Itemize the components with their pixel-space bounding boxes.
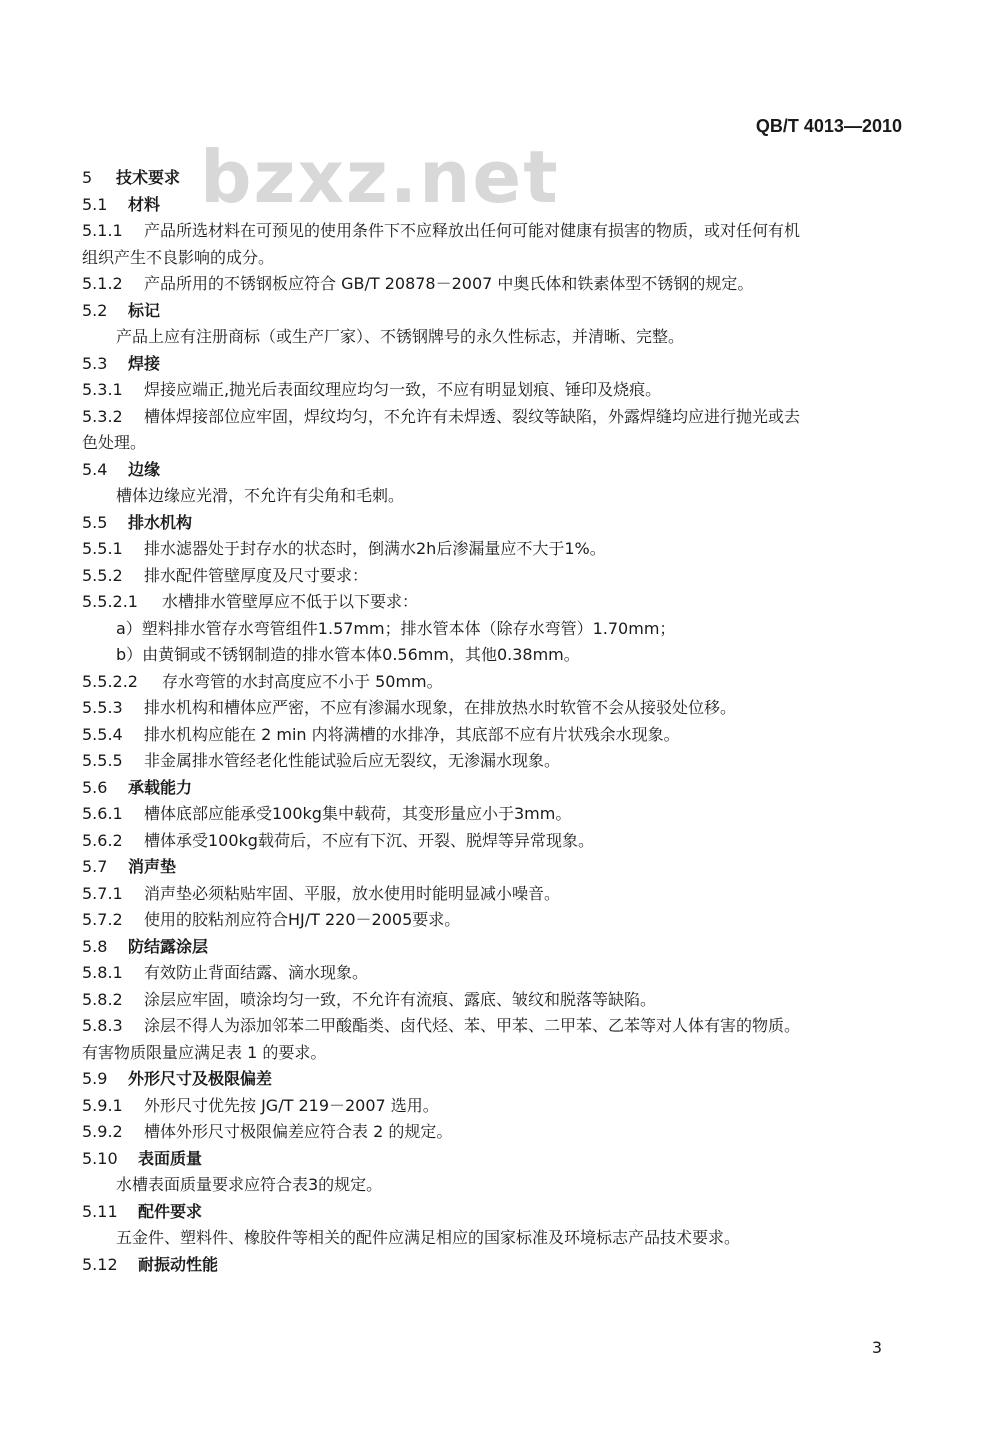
paragraph-line (82, 563, 904, 590)
paragraph-line (82, 271, 904, 298)
heading-text: 标记 (128, 300, 161, 320)
clause-number: 5.7 (82, 857, 108, 876)
heading-text: 承载能力 (128, 777, 193, 797)
section-heading (82, 1252, 904, 1279)
paragraph-line (82, 377, 904, 404)
line-text: 槽体承受100kg载荷后，不应有下沉、开裂、脱焊等异常现象。 (144, 830, 594, 850)
paragraph-line (82, 616, 904, 643)
heading-text: 配件要求 (138, 1201, 203, 1221)
paragraph-line (82, 642, 904, 669)
line-text: 排水配件管壁厚度及尺寸要求： (144, 565, 369, 585)
standard-code: QB/T 4013—2010 (755, 116, 902, 136)
line-text: 排水机构和槽体应严密，不应有渗漏水现象，在排放热水时软管不会从接驳处位移。 (144, 698, 737, 717)
paragraph-line (82, 722, 904, 749)
heading-text: 技术要求 (116, 168, 181, 187)
clause-number: 5.5 (82, 512, 108, 532)
line-text: 使用的胶粘剂应符合HJ/T 220－2005要求。 (144, 910, 461, 929)
line-text: 排水机构应能在 2 min 内将满槽的水排净，其底部不应有片状残余水现象。 (144, 724, 680, 744)
section-heading (82, 351, 904, 378)
clause-number: 5.3 (82, 353, 108, 373)
line-text: 产品所选材料在可预见的使用条件下不应释放出任何可能对健康有损害的物质，或对任何有机 (144, 221, 801, 240)
clause-number: 5.10 (82, 1148, 118, 1168)
paragraph-line (82, 881, 904, 908)
line-text: 槽体底部应能承受100kg集中载荷，其变形量应小于3mm。 (144, 804, 572, 823)
line-text: 产品所用的不锈钢板应符合 GB/T 20878－2007 中奥氏体和铁素体型不锈钢的规定。 (144, 274, 754, 293)
line-text: b）由黄铜或不锈钢制造的排水管本体0.56mm，其他0.38mm。 (116, 645, 580, 664)
heading-text: 材料 (128, 194, 161, 214)
clause-number: 5.11 (82, 1201, 118, 1221)
paragraph-line (82, 589, 904, 616)
section-heading (82, 854, 904, 881)
line-text: 涂层应牢固，喷涂均匀一致，不允许有流痕、露底、皱纹和脱落等缺陷。 (144, 989, 657, 1009)
page-number: 3 (871, 1338, 882, 1357)
line-text: 消声垫必须粘贴牢固、平服，放水使用时能明显减小噪音。 (144, 883, 561, 903)
clause-number: 5.5.1 (82, 539, 123, 558)
clause-number: 5.8.3 (82, 1016, 123, 1035)
paragraph-line (82, 1119, 904, 1146)
clause-number: 5.5.2.1 (82, 592, 138, 611)
section-heading (82, 298, 904, 325)
clause-number: 5.2 (82, 300, 108, 320)
clause-number: 5.1 (82, 194, 108, 214)
section-heading (82, 192, 904, 219)
paragraph-line (82, 1040, 904, 1067)
clause-number: 5.6.2 (82, 830, 123, 850)
line-text: 外形尺寸优先按 JG/T 219－2007 选用。 (144, 1095, 439, 1115)
clause-number: 5.5.3 (82, 698, 123, 717)
paragraph-line (82, 801, 904, 828)
clause-number: 5.8 (82, 936, 108, 956)
clause-number: 5.9 (82, 1069, 108, 1088)
paragraph-line (82, 1013, 904, 1040)
section-heading (82, 1146, 904, 1173)
clause-number: 5.5.2 (82, 565, 123, 585)
line-text: 槽体边缘应光滑，不允许有尖角和毛刺。 (116, 486, 405, 505)
section-heading (82, 775, 904, 802)
paragraph-line (82, 218, 904, 245)
section-heading (82, 510, 904, 537)
line-text: 排水滤器处于封存水的状态时，倒满水2h后渗漏量应不大于1%。 (144, 539, 606, 558)
line-text: 涂层不得人为添加邻苯二甲酸酯类、卤代烃、苯、甲苯、二甲苯、乙苯等对人体有害的物质。 (144, 1016, 801, 1035)
line-text: 存水弯管的水封高度应不小于 50mm。 (162, 671, 443, 691)
line-text: 有害物质限量应满足表 1 的要求。 (82, 1042, 327, 1062)
line-text: a）塑料排水管存水弯管组件1.57mm；排水管本体（除存水弯管）1.70mm； (116, 618, 676, 638)
line-text: 色处理。 (82, 433, 147, 452)
line-text: 非金属排水管经老化性能试验后应无裂纹，无渗漏水现象。 (144, 751, 561, 770)
clause-number: 5.7.1 (82, 883, 123, 903)
paragraph-line (82, 907, 904, 934)
paragraph-line (82, 430, 904, 457)
heading-text: 焊接 (128, 353, 161, 373)
line-text: 水槽表面质量要求应符合表3的规定。 (116, 1175, 383, 1194)
paragraph-line (82, 1225, 904, 1252)
line-text: 槽体外形尺寸极限偏差应符合表 2 的规定。 (144, 1122, 453, 1141)
line-text: 水槽排水管壁厚应不低于以下要求： (162, 592, 419, 611)
clause-number: 5.3.2 (82, 406, 123, 426)
paragraph-line (82, 960, 904, 987)
paragraph-line (82, 1172, 904, 1199)
paragraph-line (82, 536, 904, 563)
clause-number: 5.1.2 (82, 274, 123, 293)
paragraph-line (82, 828, 904, 855)
heading-text: 消声垫 (128, 857, 177, 876)
heading-text: 外形尺寸及极限偏差 (128, 1069, 273, 1088)
clause-number: 5.5.4 (82, 724, 123, 744)
heading-text: 排水机构 (128, 512, 193, 532)
section-heading (82, 457, 904, 484)
heading-text: 耐振动性能 (138, 1254, 219, 1274)
clause-number: 5.6.1 (82, 804, 123, 823)
paragraph-line (82, 483, 904, 510)
heading-text: 防结露涂层 (128, 936, 209, 956)
clause-number: 5.12 (82, 1254, 118, 1274)
clause-number: 5.8.2 (82, 989, 123, 1009)
clause-number: 5.3.1 (82, 380, 123, 399)
paragraph-line (82, 404, 904, 431)
line-text: 产品上应有注册商标（或生产厂家）、不锈钢牌号的永久性标志，并清晰、完整。 (116, 327, 685, 346)
line-text: 有效防止背面结露、滴水现象。 (144, 963, 369, 982)
watermark: bzxz.net (200, 135, 560, 219)
paragraph-line (82, 695, 904, 722)
clause-number: 5.8.1 (82, 963, 123, 982)
clause-number: 5.9.1 (82, 1095, 123, 1115)
section-heading (82, 934, 904, 961)
line-text: 组织产生不良影响的成分。 (82, 247, 275, 267)
clause-number: 5.7.2 (82, 910, 123, 929)
section-heading (82, 165, 904, 192)
section-heading (82, 1066, 904, 1093)
clause-number: 5.6 (82, 777, 108, 797)
clause-number: 5 (82, 168, 93, 187)
paragraph-line (82, 1093, 904, 1120)
paragraph-line (82, 987, 904, 1014)
clause-number: 5.4 (82, 459, 108, 479)
line-text: 五金件、塑料件、橡胶件等相关的配件应满足相应的国家标准及环境标志产品技术要求。 (116, 1228, 741, 1247)
clause-number: 5.5.5 (82, 751, 123, 770)
paragraph-line (82, 748, 904, 775)
paragraph-line (82, 324, 904, 351)
heading-text: 边缘 (128, 459, 161, 479)
clause-number: 5.5.2.2 (82, 671, 138, 691)
paragraph-line (82, 245, 904, 272)
clause-number: 5.1.1 (82, 221, 123, 240)
clause-number: 5.9.2 (82, 1122, 123, 1141)
line-text: 焊接应端正,抛光后表面纹理应均匀一致，不应有明显划痕、锤印及烧痕。 (144, 380, 662, 399)
document-body (82, 165, 904, 1278)
section-heading (82, 1199, 904, 1226)
heading-text: 表面质量 (138, 1148, 203, 1168)
paragraph-line (82, 669, 904, 696)
line-text: 槽体焊接部位应牢固，焊纹均匀，不允许有未焊透、裂纹等缺陷，外露焊缝均应进行抛光或去 (144, 406, 801, 426)
